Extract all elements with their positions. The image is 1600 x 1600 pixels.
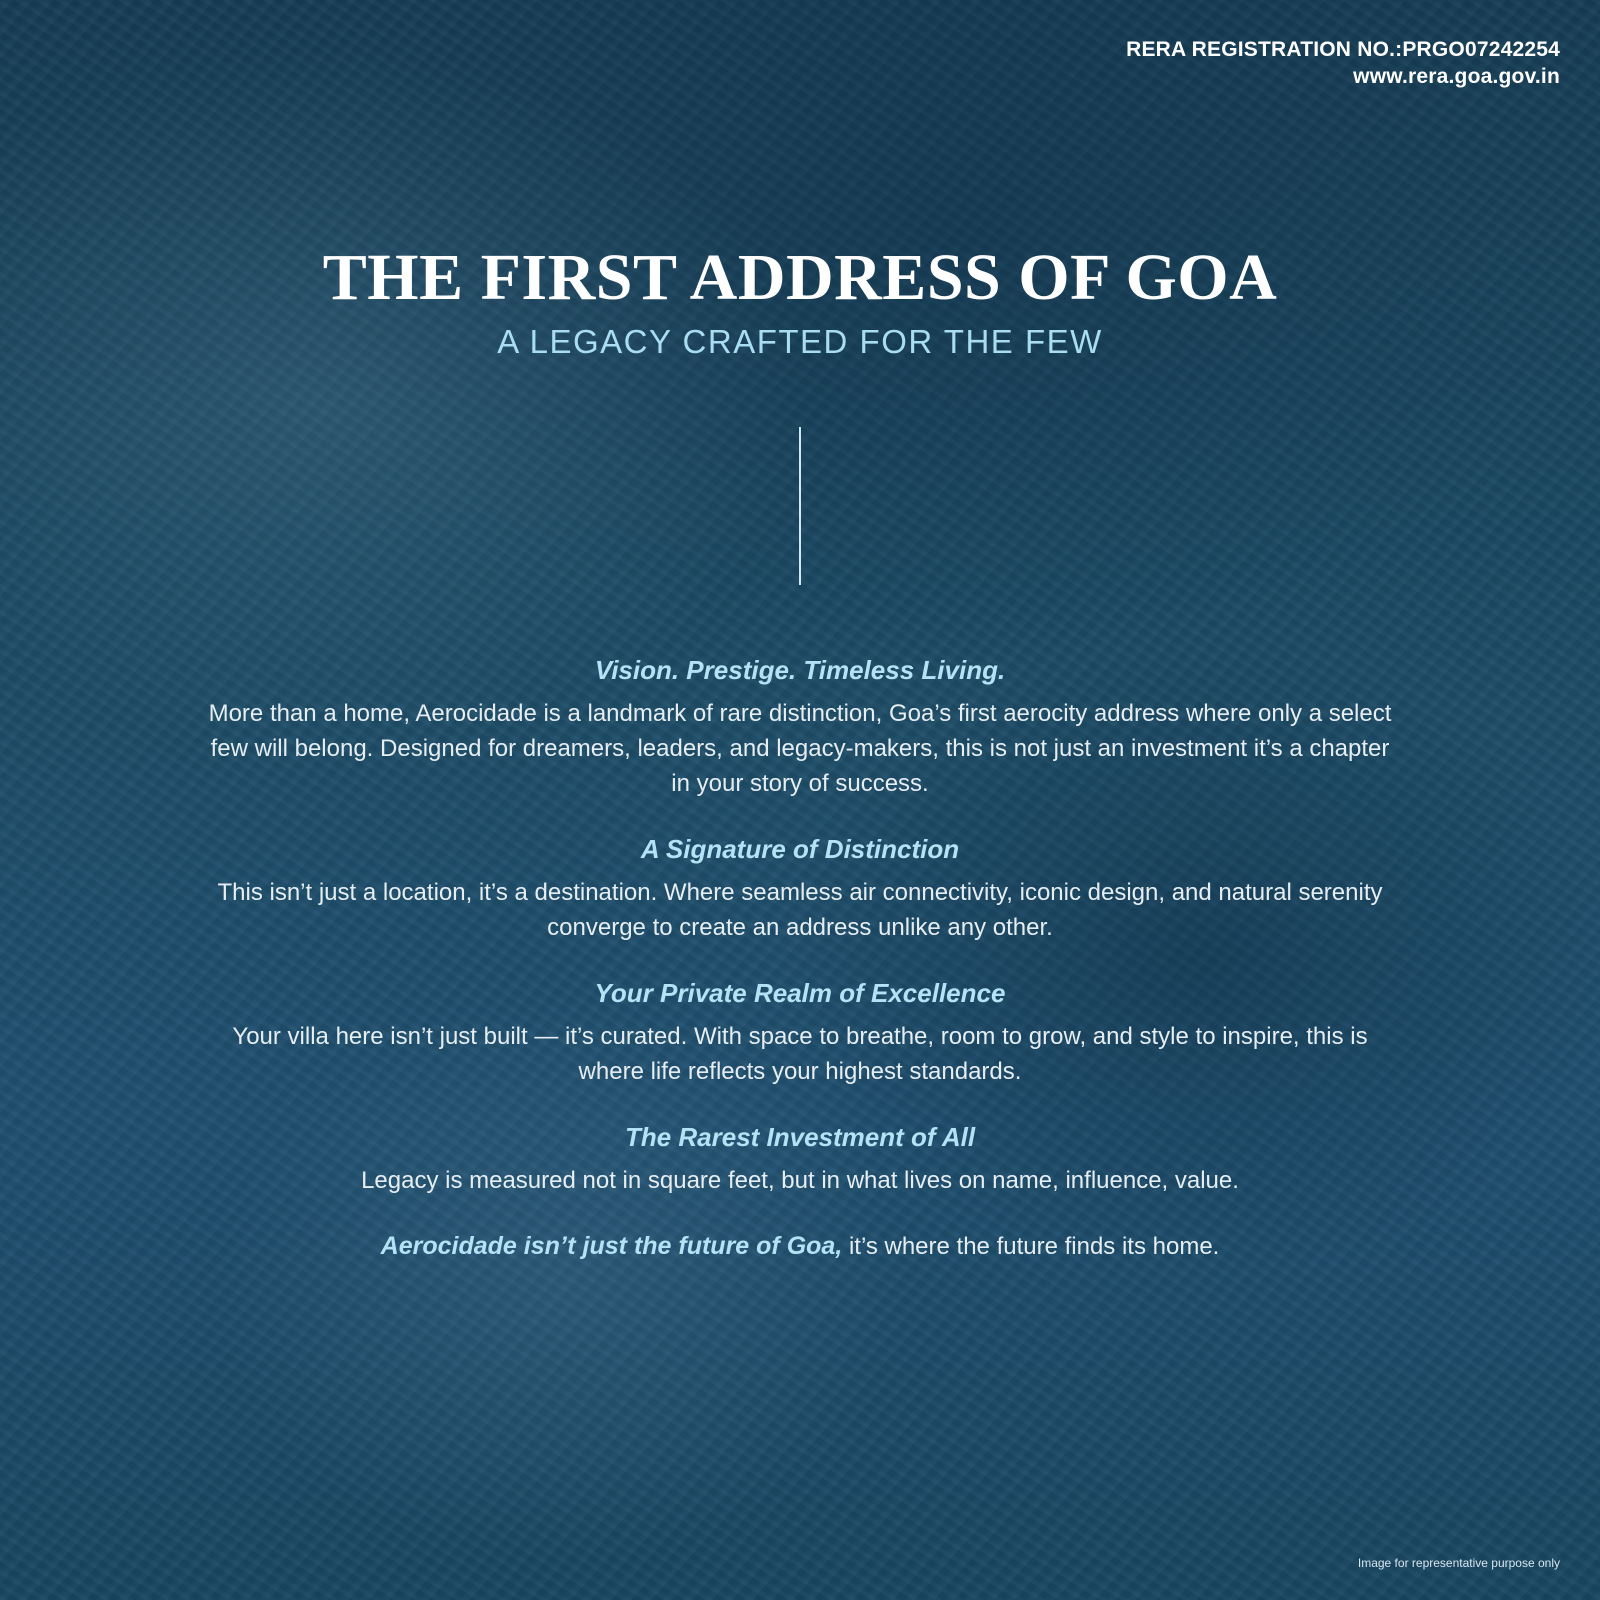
section-body-investment: Legacy is measured not in square feet, but in what lives on name, influence, value. bbox=[361, 1167, 1239, 1194]
section-body-signature: This isn’t just a location, it’s a destination. Where seamless air connectivity, iconic design, and natural serenity converge to create an address unlike any other. bbox=[217, 879, 1383, 941]
closing-emphasis: Aerocidade isn’t just the future of Goa, bbox=[380, 1232, 843, 1260]
section-heading-vision: Vision. Prestige. Timeless Living. bbox=[594, 655, 1006, 685]
page-title: THE FIRST ADDRESS OF GOA bbox=[322, 241, 1278, 314]
section-heading-realm: Your Private Realm of Excellence bbox=[594, 978, 1006, 1008]
rera-info bbox=[1126, 36, 1560, 90]
rera-website: www.rera.goa.gov.in bbox=[1353, 65, 1560, 88]
rera-registration: RERA REGISTRATION NO.:PRGO07242254 bbox=[1126, 38, 1560, 61]
closing-rest: it’s where the future finds its home. bbox=[848, 1233, 1220, 1260]
section-heading-signature: A Signature of Distinction bbox=[640, 834, 960, 864]
closing-statement bbox=[200, 1228, 1400, 1265]
content-body bbox=[200, 652, 1400, 1265]
image-disclaimer: Image for representative purpose only bbox=[1357, 1556, 1560, 1570]
page-subtitle: A LEGACY CRAFTED FOR THE FEW bbox=[497, 323, 1103, 360]
section-heading-investment: The Rarest Investment of All bbox=[624, 1122, 976, 1152]
vertical-divider bbox=[799, 427, 801, 585]
section-body-vision: More than a home, Aerocidade is a landmark of rare distinction, Goa’s first aerocity address where only a select few will belong. Designed for dreamers, leaders, and legacy-makers, this is not just an investment it’s a chapter in your story of success. bbox=[208, 700, 1392, 797]
section-body-realm: Your villa here isn’t just built — it’s curated. With space to breathe, room to grow, and style to inspire, this is where life reflects your highest standards. bbox=[232, 1023, 1368, 1085]
